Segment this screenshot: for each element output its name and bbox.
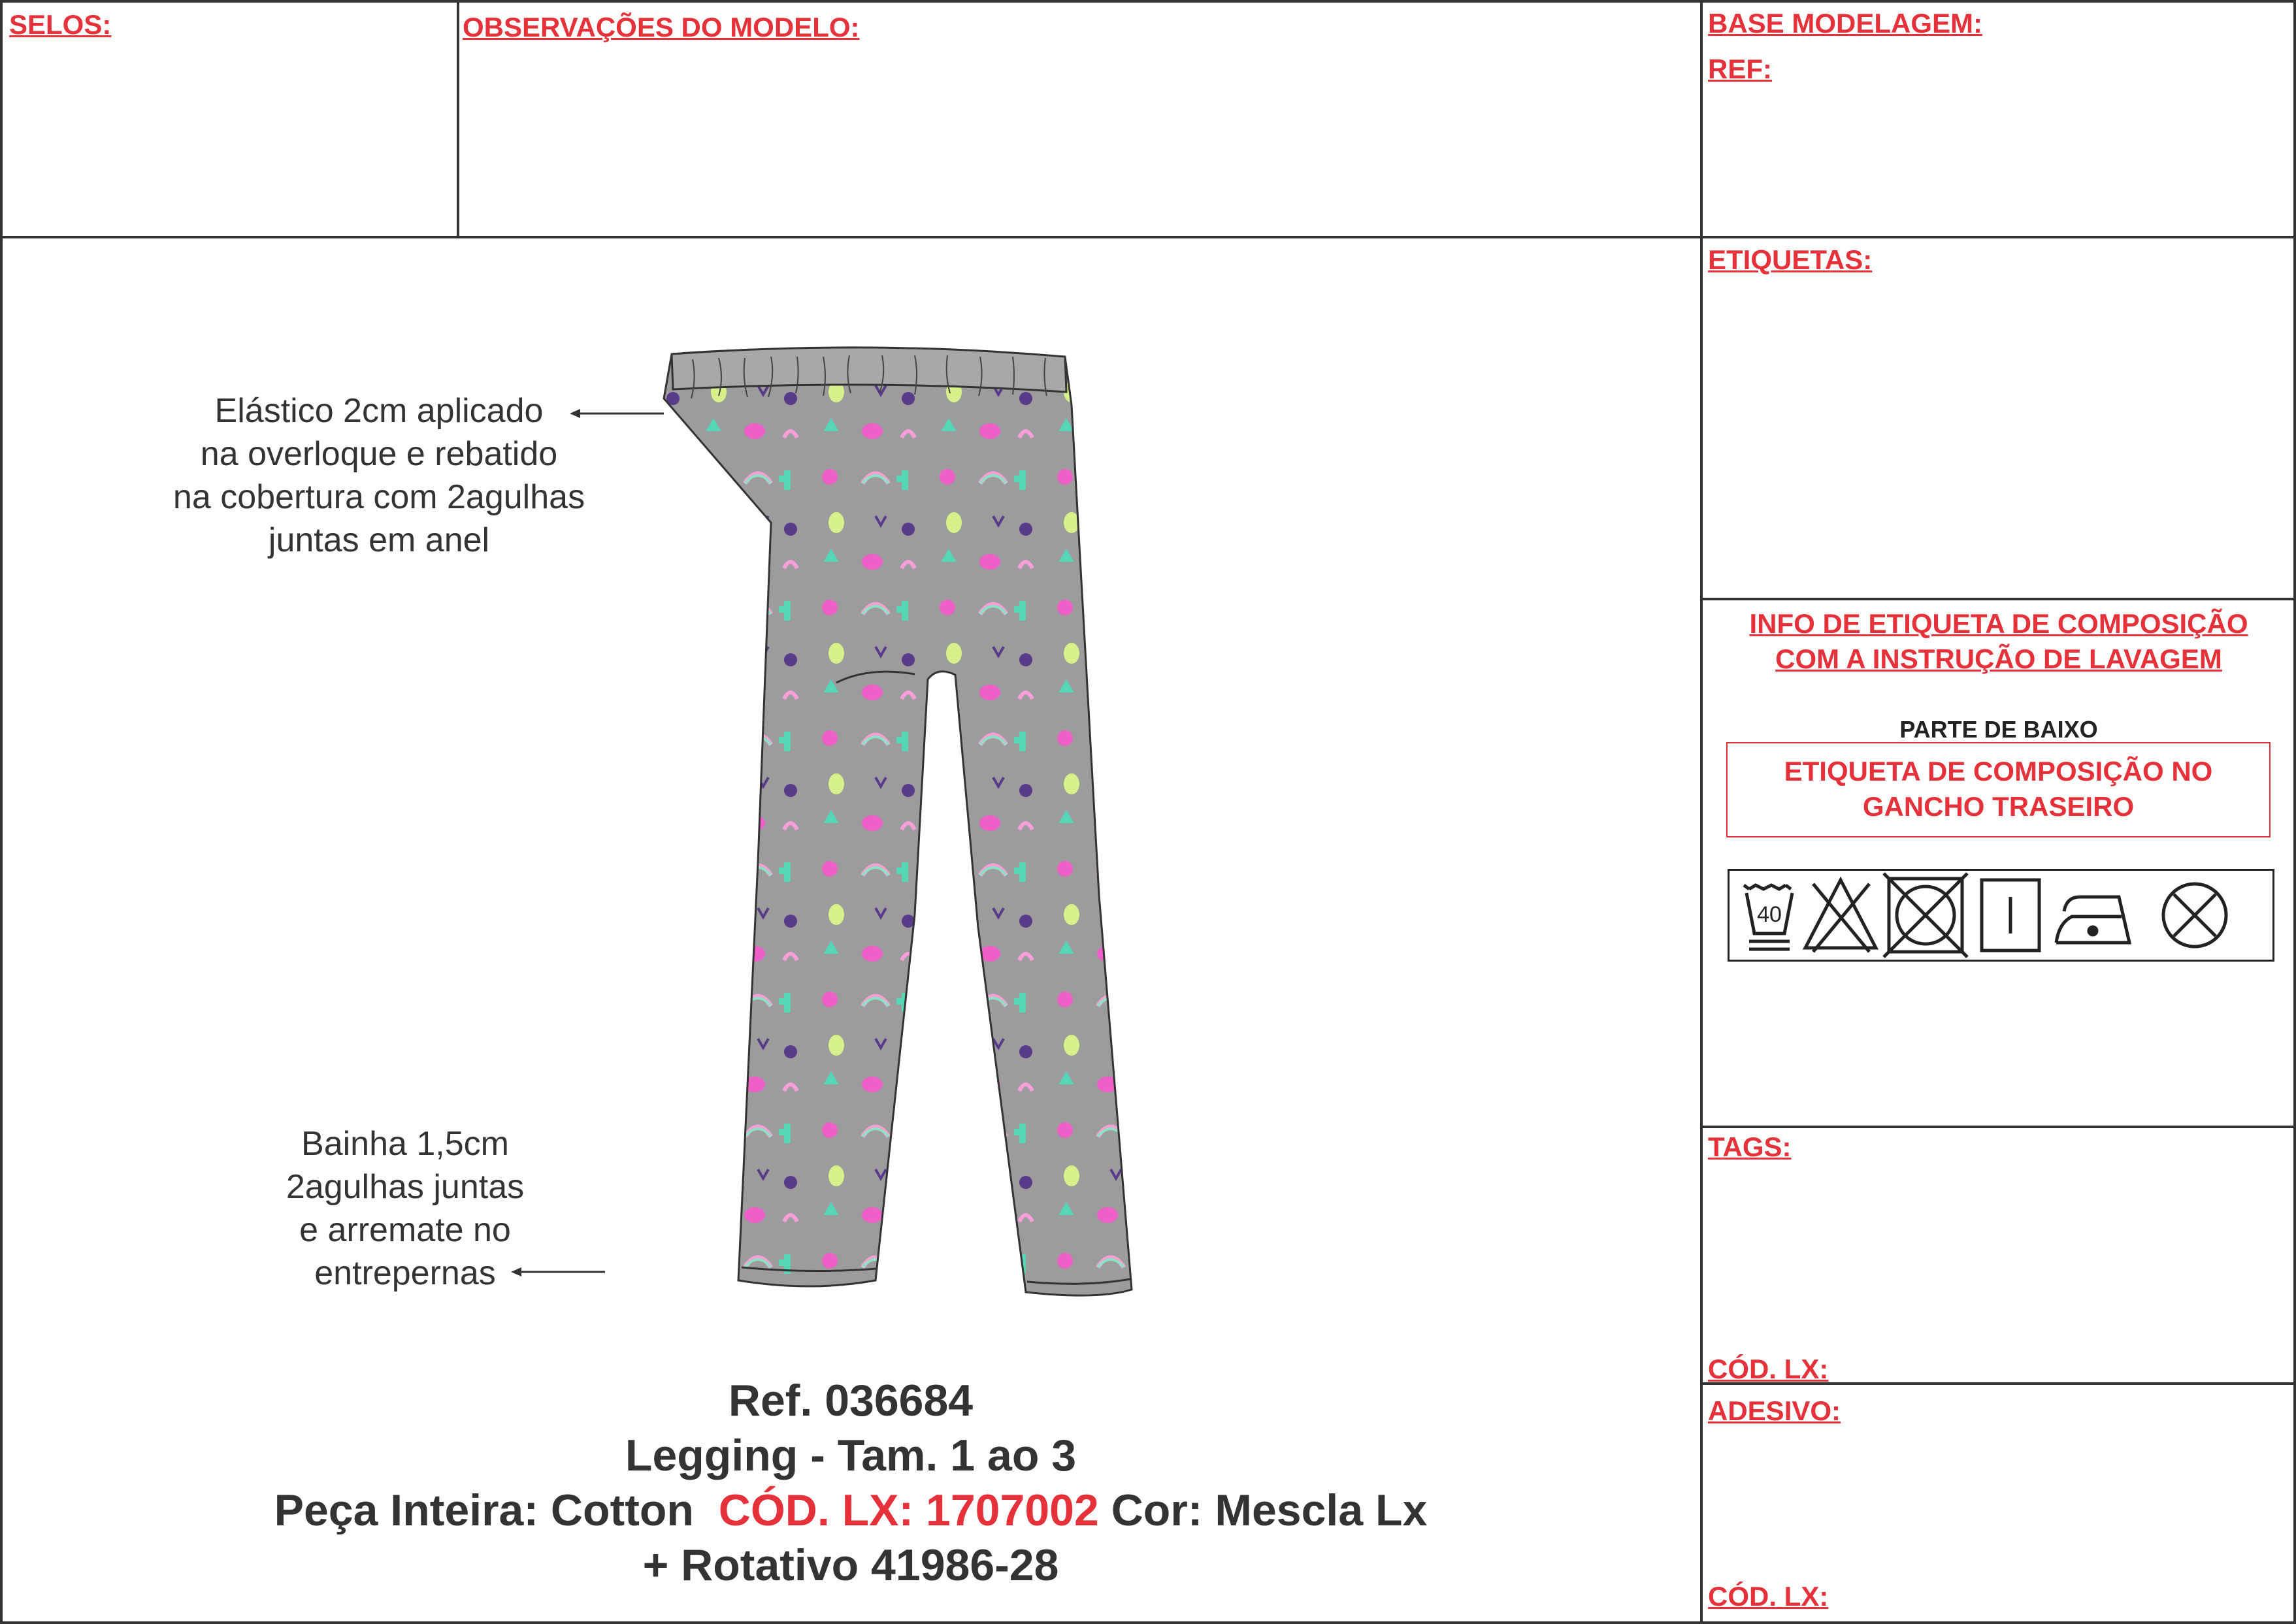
hem-arrow [510, 1262, 608, 1282]
hem-note-line3: e arremate no [299, 1211, 511, 1249]
product-ref: Ref. 036684 [728, 1376, 974, 1425]
product-extra: + Rotativo 41986-28 [642, 1540, 1059, 1590]
etiqueta-line2: GANCHO TRASEIRO [1862, 791, 2135, 822]
product-color: Cor: Mescla Lx [1111, 1486, 1428, 1535]
adesivo-label: ADESIVO: [1708, 1395, 1841, 1426]
ref-label: REF: [1708, 54, 1772, 84]
etiqueta-line1: ETIQUETA DE COMPOSIÇÃO NO [1784, 756, 2213, 787]
parte-de-baixo-label: PARTE DE BAIXO [1899, 716, 2098, 743]
product-info [0, 1373, 1701, 1593]
no-bleach-icon [1805, 880, 1876, 952]
elastic-note-line4: juntas em anel [268, 521, 490, 559]
wash-temp-text: 40 [1757, 902, 1782, 927]
adesivo-cod-lx-label: CÓD. LX: [1708, 1581, 1829, 1612]
info-title-line2: COM A INSTRUÇÃO DE LAVAGEM [1775, 643, 2222, 674]
care-symbols [1730, 871, 2272, 960]
selos-divider [457, 0, 459, 237]
product-cod-lx: CÓD. LX: 1707002 [718, 1486, 1099, 1535]
iron-low-icon [2056, 897, 2129, 943]
care-symbols-box [1728, 869, 2274, 962]
fabric-prefix: Peça Inteira: Cotton [274, 1486, 694, 1535]
hem-note-line4: entrepernas [314, 1254, 496, 1292]
no-tumble-dry-icon [1884, 873, 1967, 957]
etiqueta-position-box [1726, 742, 2271, 837]
elastic-note-line2: na overloque e rebatido [200, 435, 558, 473]
info-divider [1700, 1126, 2296, 1128]
wash-40-icon [1744, 885, 1792, 949]
legging-illustration [575, 327, 1163, 1307]
product-name: Legging - Tam. 1 ao 3 [625, 1431, 1077, 1480]
product-fabric-line [0, 1483, 1701, 1538]
elastic-arrow [568, 404, 666, 423]
line-dry-icon [1982, 880, 2039, 950]
etiquetas-label: ETIQUETAS: [1708, 244, 1873, 275]
tags-label: TAGS: [1708, 1131, 1792, 1162]
etiquetas-divider [1700, 598, 2296, 600]
elastic-note-line3: na cobertura com 2agulhas [172, 478, 585, 516]
elastic-note [131, 389, 627, 562]
base-modelagem-label: BASE MODELAGEM: [1708, 8, 1982, 39]
tags-cod-lx-label: CÓD. LX: [1708, 1354, 1829, 1384]
selos-label: SELOS: [9, 9, 112, 40]
elastic-note-line1: Elástico 2cm aplicado [214, 392, 544, 430]
header-divider [0, 236, 2296, 238]
hem-note-line1: Bainha 1,5cm [301, 1125, 509, 1163]
info-title [1703, 606, 2295, 677]
info-title-line1: INFO DE ETIQUETA DE COMPOSIÇÃO [1749, 608, 2248, 639]
hem-note-line2: 2agulhas juntas [286, 1168, 525, 1206]
legging-body [664, 348, 1132, 1295]
observacoes-label: OBSERVAÇÕES DO MODELO: [463, 12, 860, 42]
no-dry-clean-icon [2163, 884, 2226, 947]
